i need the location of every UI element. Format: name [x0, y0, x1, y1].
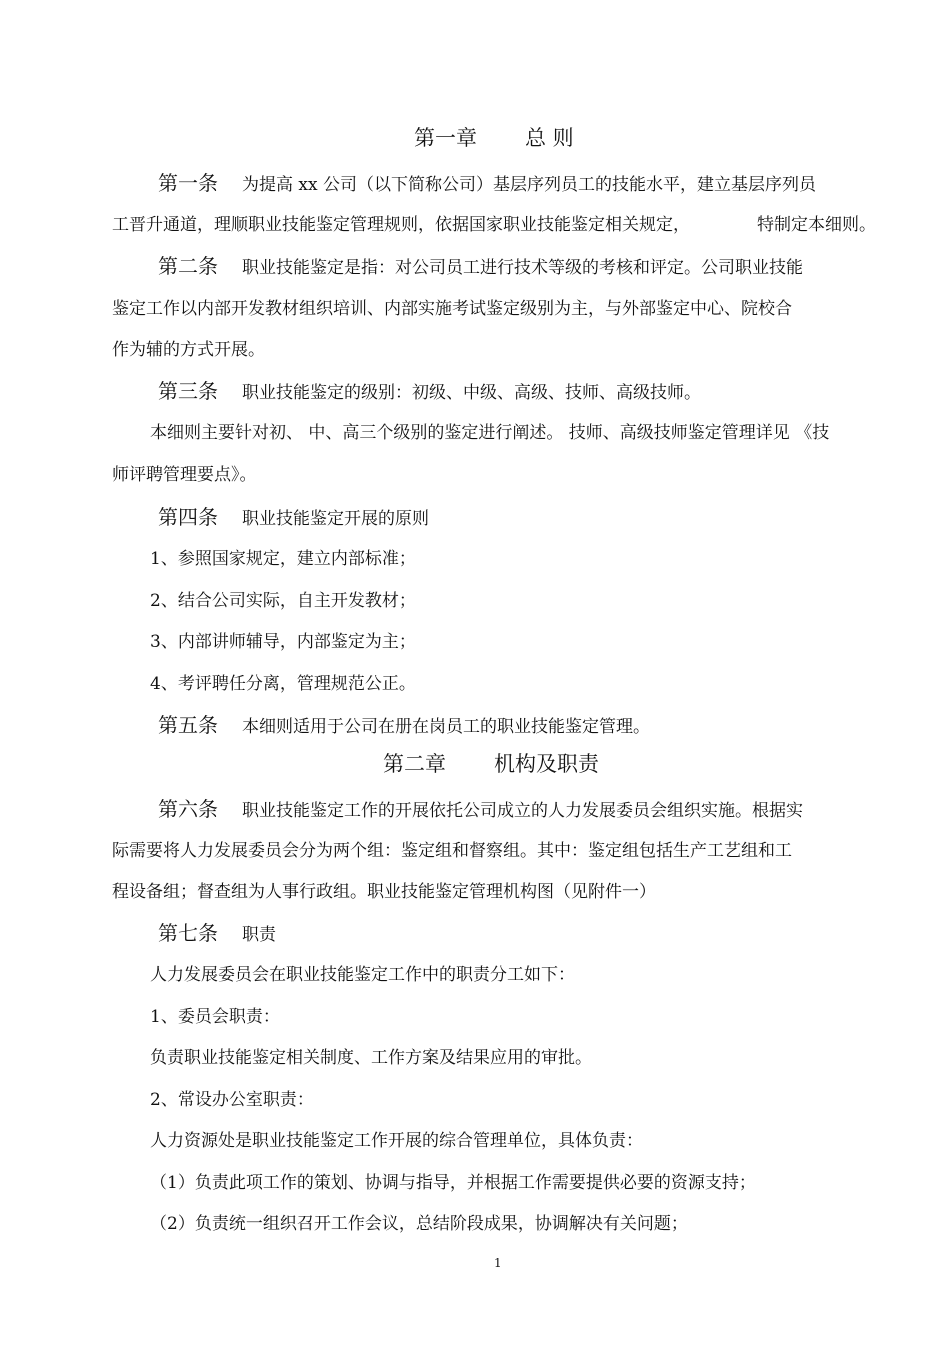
article-text: 职业技能鉴定开展的原则 — [242, 509, 429, 529]
article-label: 第二条 — [158, 254, 218, 278]
article-1-line: 特制定本细则。 — [757, 215, 876, 235]
article-label: 第四条 — [158, 505, 218, 529]
article-label: 第七条 — [158, 921, 218, 945]
chapter-label: 第一章 — [414, 126, 477, 150]
article-label: 第五条 — [158, 713, 218, 737]
article-text: 职责 — [242, 925, 276, 945]
article-3-line: 师评聘管理要点》。 — [112, 465, 257, 485]
article-1-line: 工晋升通道，理顺职业技能鉴定管理规则，依据国家职业技能鉴定相关规定， — [112, 215, 690, 235]
article-label: 第三条 — [158, 379, 218, 403]
article-5 — [158, 713, 650, 739]
chapter-1-heading — [414, 123, 574, 153]
article-6 — [158, 797, 803, 823]
page-number: 1 — [494, 1256, 502, 1270]
article-6-line: 际需要将人力发展委员会分为两个组：鉴定组和督察组。其中：鉴定组包括生产工艺组和工 — [112, 841, 792, 861]
article-7-line: 人力发展委员会在职业技能鉴定工作中的职责分工如下： — [150, 965, 575, 985]
article-7-line: （2）负责统一组织召开工作会议，总结阶段成果，协调解决有关问题； — [150, 1214, 688, 1234]
article-7-line: 2、常设办公室职责： — [150, 1090, 314, 1110]
article-text: 职业技能鉴定的级别：初级、中级、高级、技师、高级技师。 — [242, 383, 701, 403]
article-6-line: 程设备组；督查组为人事行政组。职业技能鉴定管理机构图（见附件一） — [112, 882, 656, 902]
list-item: 3、内部讲师辅导，内部鉴定为主； — [150, 632, 416, 652]
list-item: 1、参照国家规定，建立内部标准； — [150, 549, 416, 569]
article-text: 职业技能鉴定工作的开展依托公司成立的人力发展委员会组织实施。根据实 — [242, 801, 803, 821]
article-7-line: （1）负责此项工作的策划、协调与指导，并根据工作需要提供必要的资源支持； — [150, 1173, 756, 1193]
chapter-title: 机构及职责 — [494, 752, 599, 776]
article-1 — [158, 171, 816, 197]
article-7-line: 人力资源处是职业技能鉴定工作开展的综合管理单位，具体负责： — [150, 1131, 643, 1151]
chapter-label: 第二章 — [383, 752, 446, 776]
article-label: 第六条 — [158, 797, 218, 821]
article-7-line: 负责职业技能鉴定相关制度、工作方案及结果应用的审批。 — [150, 1048, 592, 1068]
article-2 — [158, 254, 803, 280]
article-2-line: 鉴定工作以内部开发教材组织培训、内部实施考试鉴定级别为主，与外部鉴定中心、院校合 — [112, 299, 792, 319]
chapter-title: 总 则 — [525, 126, 574, 150]
article-text: 本细则适用于公司在册在岗员工的职业技能鉴定管理。 — [242, 717, 650, 737]
article-7 — [158, 921, 276, 947]
article-label: 第一条 — [158, 171, 218, 195]
article-3-line: 本细则主要针对初、 中、高三个级别的鉴定进行阐述。 技师、高级技师鉴定管理详见 《技 — [150, 423, 830, 443]
article-3 — [158, 379, 701, 405]
article-7-line: 1、委员会职责： — [150, 1007, 280, 1027]
list-item: 4、考评聘任分离，管理规范公正。 — [150, 674, 416, 694]
article-text: 为提高 xx 公司（以下简称公司）基层序列员工的技能水平，建立基层序列员 — [242, 175, 816, 195]
article-text: 职业技能鉴定是指：对公司员工进行技术等级的考核和评定。公司职业技能 — [242, 258, 803, 278]
list-item: 2、结合公司实际，自主开发教材； — [150, 591, 416, 611]
article-2-line: 作为辅的方式开展。 — [112, 340, 265, 360]
article-4 — [158, 505, 429, 531]
chapter-2-heading — [383, 749, 599, 779]
